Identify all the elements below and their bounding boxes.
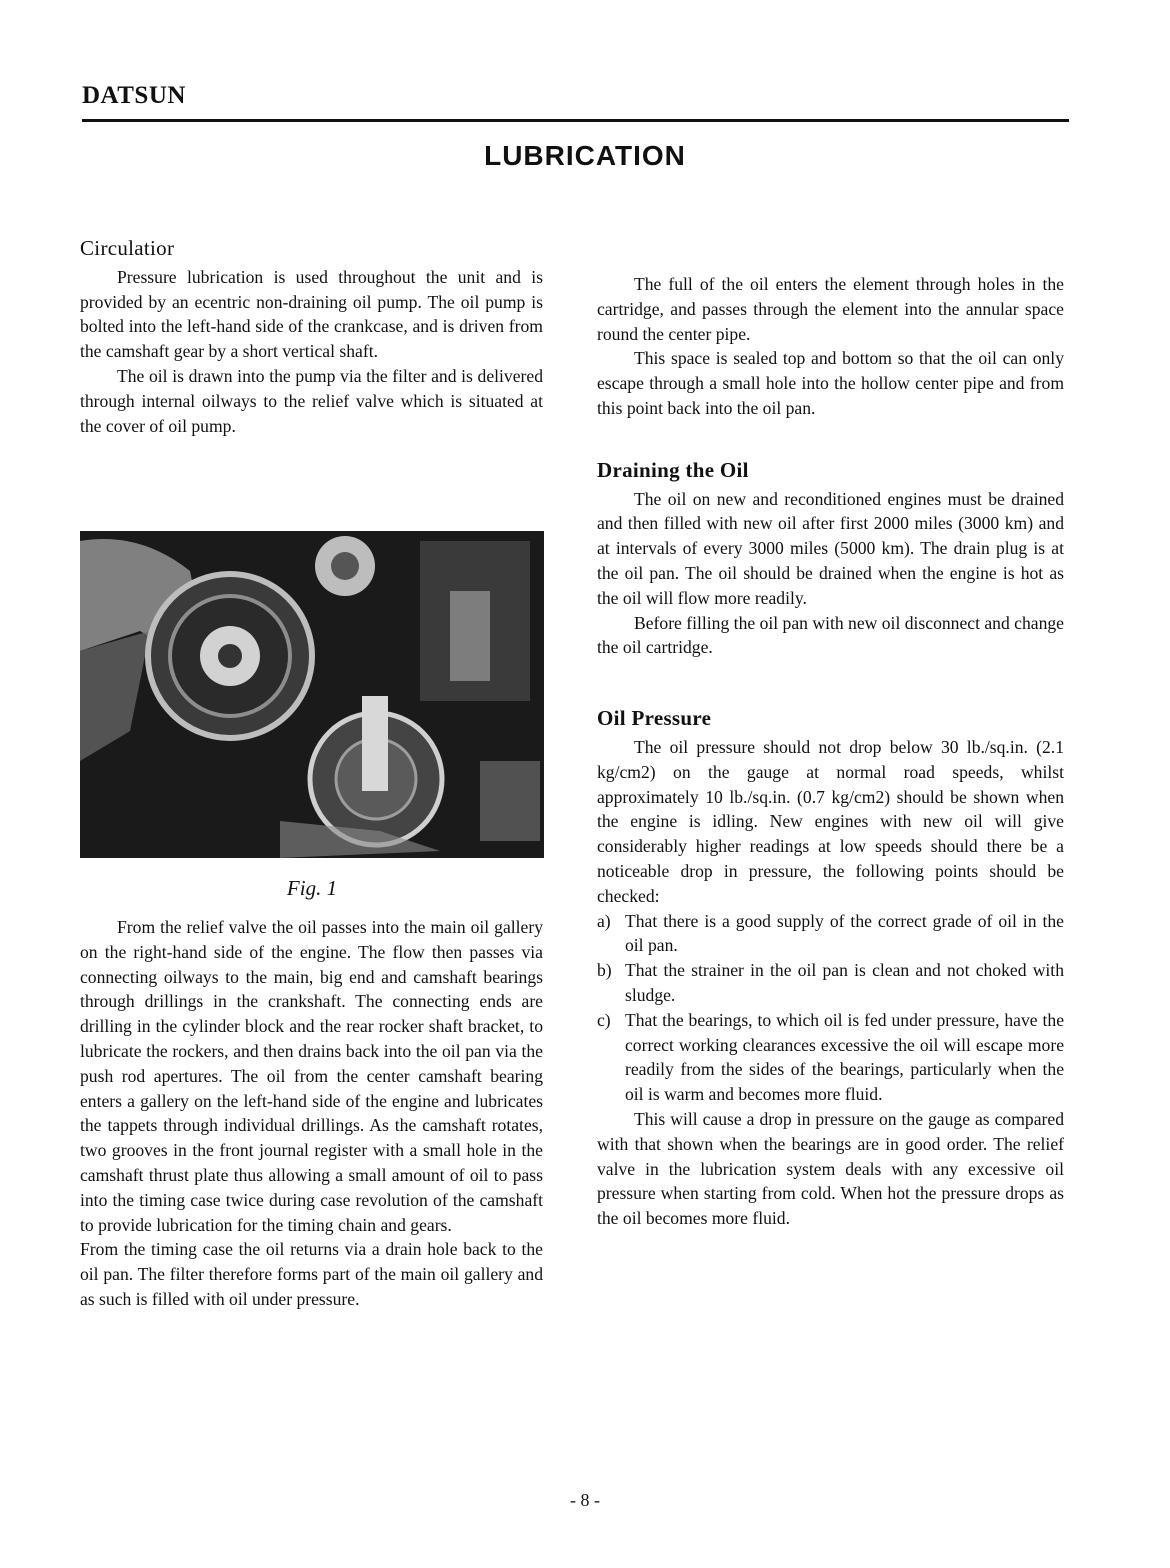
list-item-text: That the bearings, to which oil is fed under pressure, have the correct working clearances excessive the oil will escape more readily from the sides of the bearings, particularly when the oil is warm and becomes more fluid. bbox=[625, 1009, 1064, 1105]
list-item bbox=[597, 1008, 1064, 1107]
paragraph: From the timing case the oil returns via a drain hole back to the oil pan. The filter therefore forms part of the main oil gallery and as such is filled with oil under pressure. bbox=[80, 1239, 543, 1309]
paragraph: From the relief valve the oil passes into the main oil gallery on the right-hand side of the engine. The flow then passes via connecting oilways to the main, big end and camshaft bearings through drillings in the crankshaft. The connecting ends are drilling in the cylinder block and the rear rocker shaft bracket, to lubricate the rockers, and then drains back into the oil pan via the push rod apertures. The oil from the center camshaft bearing enters a gallery on the left-hand side of the engine and lubricates the tappets through individual drillings. As the camshaft rotates, two grooves in the front journal register with a small hole in the camshaft thrust plate thus allowing a small amount of oil to pass into the timing case twice during case revolution of the camshaft to provide lubrication for the timing chain and gears. bbox=[80, 917, 543, 1235]
header-rule bbox=[82, 119, 1069, 122]
list-item bbox=[597, 909, 1064, 959]
paragraph: Pressure lubrication is used throughout the unit and is provided by an ecentric non-draining oil pump. The oil pump is bolted into the left-hand side of the crankcase, and is driven from the camshaft gear by a short vertical shaft. bbox=[80, 266, 543, 362]
left-column-bottom bbox=[80, 915, 543, 1312]
paragraph: This space is sealed top and bottom so that the oil can only escape through a small hole into the hollow center pipe and from this point back into the oil pan. bbox=[597, 348, 1064, 418]
section-heading-circulation: Circulatior bbox=[80, 236, 175, 260]
page-title: LUBRICATION bbox=[484, 140, 686, 171]
engine-photo bbox=[80, 531, 544, 858]
list-item-text: That the strainer in the oil pan is clean and not choked with sludge. bbox=[625, 960, 1064, 1005]
paragraph: The oil on new and reconditioned engines must be drained and then filled with new oil after first 2000 miles (3000 km) and at intervals of every 3000 miles (5000 km). The drain plug is at the oil pan. The oil should be drained when the engine is hot as the oil will flow more readily. bbox=[597, 488, 1064, 608]
list-marker: b) bbox=[597, 960, 612, 981]
list-item-text: That there is a good supply of the correct grade of oil in the oil pan. bbox=[625, 910, 1064, 956]
paragraph: The oil pressure should not drop below 30 lb./sq.in. (2.1 kg/cm2) on the gauge at normal road speeds, whilst approximately 10 lb./sq.in. (0.7 kg/cm2) should be shown when the engine is idling. New engines with new oil will give considerably higher readings at low speeds should there be a noticeable drop in pressure, the following points should be checked: bbox=[597, 736, 1064, 906]
list-marker: a) bbox=[597, 910, 611, 931]
page-number: - 8 - bbox=[570, 1490, 600, 1510]
section-heading-oil-pressure: Oil Pressure bbox=[597, 706, 712, 731]
paragraph: Before filling the oil pan with new oil disconnect and change the oil cartridge. bbox=[597, 612, 1064, 658]
checklist bbox=[597, 909, 1064, 1107]
brand-header: DATSUN bbox=[82, 82, 186, 109]
list-item bbox=[597, 958, 1064, 1008]
engine-photo-illustration bbox=[80, 531, 544, 858]
section-heading-draining: Draining the Oil bbox=[597, 457, 749, 482]
list-marker: c) bbox=[597, 1009, 611, 1030]
paragraph: This will cause a drop in pressure on the gauge as compared with that shown when the bearings are in good order. The relief valve in the lubrication system deals with any excessive oil pressure when starting from cold. When hot the pressure drops as the oil becomes more fluid. bbox=[597, 1108, 1064, 1229]
figure-caption: Fig. 1 bbox=[286, 876, 338, 900]
right-column bbox=[597, 272, 1064, 1231]
paragraph: The oil is drawn into the pump via the filter and is delivered through internal oilways to the relief valve which is situated at the cover of oil pump. bbox=[80, 365, 543, 436]
paragraph: The full of the oil enters the element through holes in the cartridge, and passes through the element into the annular space round the center pipe. bbox=[597, 274, 1064, 344]
left-column-top bbox=[80, 236, 543, 438]
